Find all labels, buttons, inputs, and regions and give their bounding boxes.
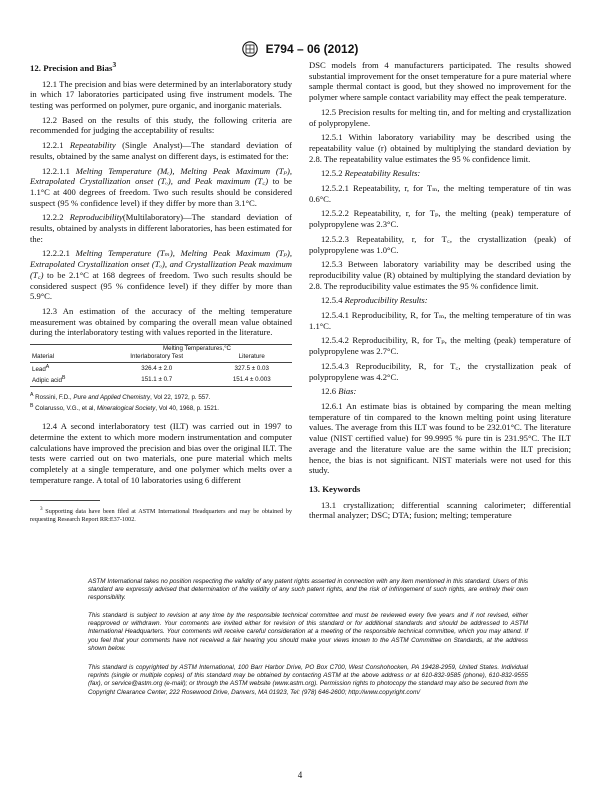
footnote-divider bbox=[30, 500, 100, 501]
para-12-1: 12.1 The precision and bias were determined by an interlaboratory study in which 17 laboratories participated using five instrument models. The testing was performed on polymer, pure organic, and inorganic materials. bbox=[30, 78, 292, 111]
para-12-5-3: 12.5.3 Between laboratory variability may be described using the reproducibility value (R) obtained by multiplying the standard deviation by 2.8. The reproducibility value estimates the 95 % confidence limit. bbox=[309, 259, 571, 291]
table-footnote-b: $^B$ Colarusso, V.G., et al, Mineralogical Society, Vol 40, 1968, p. 1521. bbox=[30, 403, 219, 413]
para-12-5: 12.5 Precision results for melting tin, and for melting and crystallization of polypropylene. bbox=[309, 106, 571, 128]
table-row: Lead$^A$ 326.4 ± 2.0 327.5 ± 0.03 bbox=[32, 364, 269, 374]
para-13-1: 13.1 crystallization; differential scanning calorimeter; differential thermal analyzer; DSC; DTA; fusion; melting; temperature bbox=[309, 499, 571, 521]
table-footnote-a: $^A$ Rossini, F.D., Pure and Applied Chemistry, Vol 22, 1972, p. 557. bbox=[30, 392, 211, 402]
standard-designation: E794 – 06 (2012) bbox=[265, 42, 359, 57]
para-12-5-2-3: 12.5.2.3 Repeatability, r, for T꜀, the crystallization (peak) of polypropylene was 1.0°C. bbox=[309, 233, 571, 255]
astm-logo-icon bbox=[242, 41, 258, 57]
disclaimer-copyright: This standard is copyrighted by ASTM International, 100 Barr Harbor Drive, PO Box C700, West Conshohocken, PA 19428-2959, United States. Individual reprints (single or multiple copies) of this standard may be obtained by contacting ASTM at the above address or at 610-832-9585 (phone), 610-832-9555 (fax), or service@astm.org (e-mail); or through the ASTM website (www.astm.org). Permission rights to photocopy the standard may also be secured from the Copyright Clearance Center, 222 Rosewood Drive, Danvers, MA 01923, Tel: (978) 646-2600; http://www.copyright.com/ bbox=[88, 664, 528, 696]
para-12-5-4-1: 12.5.4.1 Reproducibility, R, for Tₘ, the melting temperature of tin was 1.1°C. bbox=[309, 310, 571, 331]
para-12-2-1-1: 12.2.1.1 Melting Temperature (Mₑ), Melting Peak Maximum (Tₚ), Extrapolated Crystallization onset (Tₒ), and Peak maximum (T꜀) to be 1.1°C at 400 degrees of freedom. Two such results should be considered suspect (95 % confidence level) if they differ by more than 3.1°C. bbox=[30, 165, 292, 208]
col-header-material: Material bbox=[30, 353, 102, 363]
para-12-6: 12.6 Bias: bbox=[321, 386, 357, 397]
footnote-3: $^3$ Supporting data have been filed at ASTM International Headquarters and may be obtained by requesting Research Report RR:E37-1002. bbox=[30, 505, 292, 523]
table-row: Adipic acid$^B$ 151.1 ± 0.7 151.4 ± 0.003 bbox=[30, 374, 292, 387]
para-12-4-continued: DSC models from 4 manufacturers participated. The results showed substantial improvement for the onset temperature for a pure material where sample thermal contact is good, but they showed no improvement for the polymer where sample contact variability may effect the peak temperature. bbox=[309, 60, 572, 103]
para-12-2: 12.2 Based on the results of this study, the following criteria are recommended for judging the acceptability of results: bbox=[30, 114, 292, 136]
para-12-5-4-2: 12.5.4.2 Reproducibility, R, for Tₚ, the melting (peak) temperature of polypropylene was 2.7°C. bbox=[309, 335, 571, 357]
para-12-2-1: 12.2.1 Repeatability (Single Analyst)—The standard deviation of results, obtained by the same analyst on different days, is estimated for the: bbox=[30, 140, 292, 161]
para-12-3: 12.3 An estimation of the accuracy of the melting temperature measurement was obtained by comparing the overall mean value obtained during the interlaboratory testing with values reported in the literature. bbox=[30, 305, 292, 338]
melting-temperature-table bbox=[30, 344, 292, 387]
col-header-ilt: Interlaboratory Test bbox=[102, 353, 211, 363]
disclaimer-patent: ASTM International takes no position respecting the validity of any patent rights asserted in connection with any item mentioned in this standard. Users of this standard are expressly advised that determination of the validity of any such patent rights, and the risk of infringement of such rights, are entirely their own responsibility. bbox=[88, 578, 528, 602]
para-12-6-1: 12.6.1 An estimate bias is obtained by comparing the mean melting temperature of tin compared to the known melting point using literature values. The average from this ILT was found to be 232.01°C. The literature value (NIST certified value) for 99.9995 % pure tin is 231.95°C. The ILT average and the literature value are the same within the ILT precision; hence, the bias is not significant. NIST materials were not used for this study. bbox=[309, 400, 571, 476]
table-span-header: Melting Temperatures,°C bbox=[102, 345, 292, 354]
disclaimer-revision: This standard is subject to revision at any time by the responsible technical committee and must be reviewed every five years and if not revised, either reapproved or withdrawn. Your comments are invited either for revision of this standard or for additional standards and should be addressed to ASTM International Headquarters. Your comments will receive careful consideration at a meeting of the responsible technical committee, which you may attend. If you feel that your comments have not received a fair hearing you should make your views known to the ASTM Committee on Standards, at the address shown below. bbox=[88, 612, 528, 652]
para-12-4: 12.4 A second interlaboratory test (ILT) was carried out in 1997 to determine the extent to which more modern instrumentation and computer calculations have improved the precision and bias over the original ILT. The tests were carried out on two materials, one pure material which melts completely at a single temperature, and one polymer which melts over a temperature range. A total of 10 laboratories using 6 different bbox=[30, 421, 292, 485]
para-12-5-2-1: 12.5.2.1 Repeatability, r, for Tₘ, the melting temperature of tin was 0.6°C. bbox=[309, 183, 571, 204]
section-12-heading: 12. Precision and Bias$^3$ bbox=[30, 60, 117, 73]
para-12-5-1: 12.5.1 Within laboratory variability may be described using the repeatability value (r) obtained by multiplying the standard deviation by 2.8. The repeatability value estimates the 95 % confidence limit. bbox=[309, 132, 571, 164]
right-column bbox=[309, 60, 571, 525]
para-12-5-4-3: 12.5.4.3 Reproducibility, R, for T꜀, the crystallization peak of polypropylene was 4.2°C. bbox=[309, 360, 571, 382]
para-12-2-2: 12.2.2 Reproducibility(Multilaboratory)—The standard deviation of results, obtained by analysts in different laboratories, has been estimated for the: bbox=[30, 212, 292, 244]
page-number: 4 bbox=[297, 770, 303, 780]
para-12-2-2-1: 12.2.2.1 Melting Temperature (Tₘ), Melting Peak Maximum (Tₚ), Extrapolated Crystallization onset (Tₒ), and Crystallization Peak maximum (T꜀) to be 2.1°C at 168 degrees of freedom. Two such results should be considered suspect (95 % confidence level) if they differ by more than 5.9°C. bbox=[30, 248, 292, 302]
left-column bbox=[30, 60, 292, 528]
section-13-heading: 13. Keywords bbox=[309, 483, 361, 494]
page-header bbox=[0, 40, 600, 58]
col-header-literature: Literature bbox=[211, 353, 292, 363]
para-12-5-2-2: 12.5.2.2 Repeatability, r, for Tₚ, the melting (peak) temperature of polypropylene was 2.3°C. bbox=[309, 208, 571, 230]
para-12-5-2: 12.5.2 Repeatability Results: bbox=[321, 168, 421, 179]
para-12-5-4: 12.5.4 Reproducibility Results: bbox=[321, 295, 428, 306]
